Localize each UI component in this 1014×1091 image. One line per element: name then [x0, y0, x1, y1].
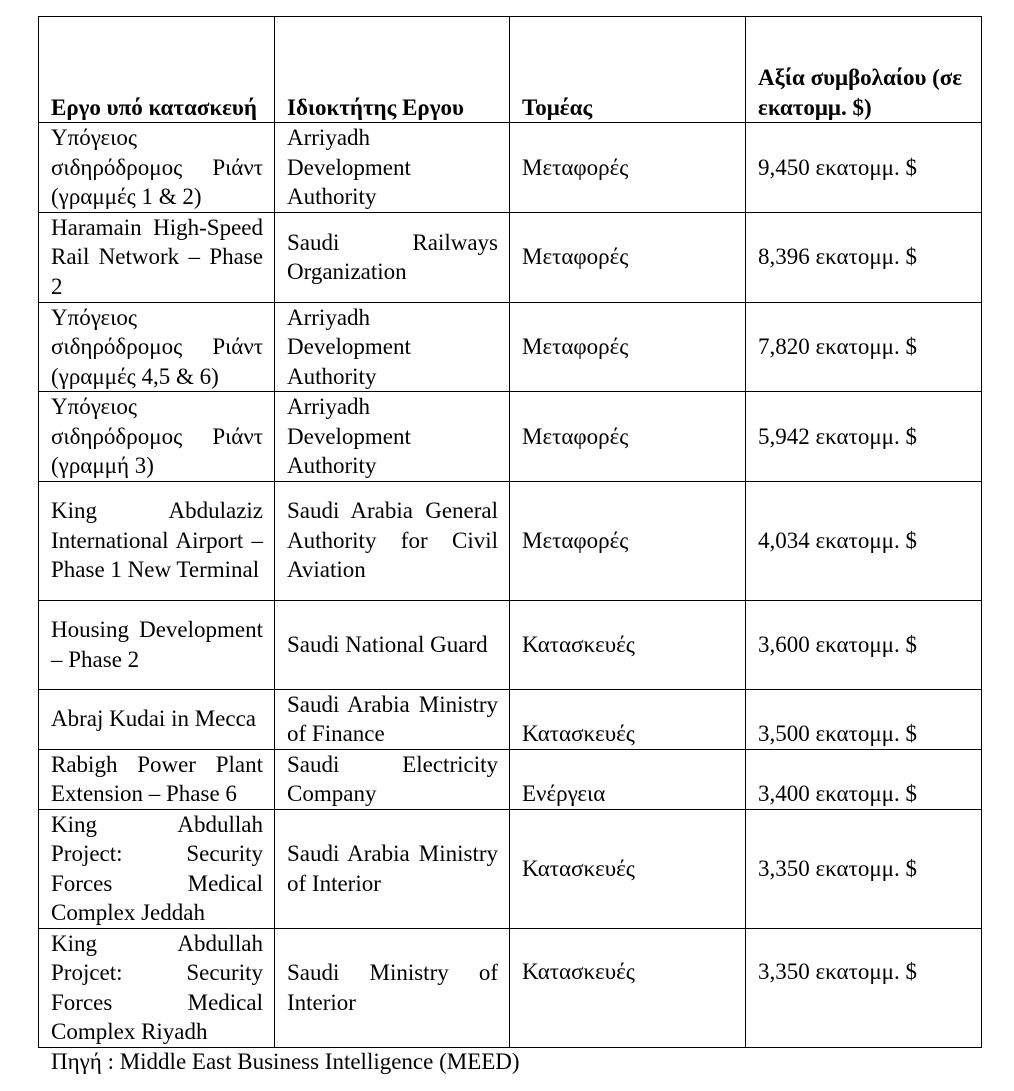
- header-owner: Ιδιοκτήτης Εργου: [275, 17, 510, 123]
- value-cell: 3,350 εκατομμ. $: [746, 809, 982, 928]
- value-cell: 7,820 εκατομμ. $: [746, 302, 982, 392]
- project-cell: Υπόγειος σιδηρόδρομος Ριάντ (γραμμές 1 & 2): [39, 123, 275, 213]
- sector-cell: Κατασκευές: [510, 928, 746, 1047]
- project-cell: Υπόγειος σιδηρόδρομος Ριάντ (γραμμή 3): [39, 392, 275, 482]
- value-cell: 4,034 εκατομμ. $: [746, 481, 982, 600]
- table-row: [39, 123, 982, 213]
- value-cell: 9,450 εκατομμ. $: [746, 123, 982, 213]
- project-cell: Rabigh Power Plant Extension – Phase 6: [39, 749, 275, 809]
- value-cell: 8,396 εκατομμ. $: [746, 212, 982, 302]
- table-row: [39, 689, 982, 749]
- table-row: [39, 302, 982, 392]
- table-row: [39, 749, 982, 809]
- owner-cell: Saudi Ministry of Interior: [275, 928, 510, 1047]
- owner-cell: Saudi National Guard: [275, 600, 510, 689]
- sector-cell: Ενέργεια: [510, 749, 746, 809]
- sector-cell: Κατασκευές: [510, 689, 746, 749]
- table-header-row: [39, 17, 982, 123]
- project-cell: King Abdullah Project: Security Forces Medical Complex Jeddah: [39, 809, 275, 928]
- sector-cell: Μεταφορές: [510, 302, 746, 392]
- table-row: [39, 600, 982, 689]
- source-note: Πηγή : Middle East Business Intelligence (MEED): [51, 1048, 520, 1074]
- project-cell: Abraj Kudai in Mecca: [39, 689, 275, 749]
- document-page: [38, 16, 982, 1075]
- project-cell: King Abdullah Projcet: Security Forces Medical Complex Riyadh: [39, 928, 275, 1047]
- table-row: [39, 481, 982, 600]
- project-cell: Haramain High-Speed Rail Network – Phase 2: [39, 212, 275, 302]
- value-cell: 3,350 εκατομμ. $: [746, 928, 982, 1047]
- sector-cell: Μεταφορές: [510, 392, 746, 482]
- projects-table: [38, 16, 982, 1048]
- sector-cell: Μεταφορές: [510, 123, 746, 213]
- project-cell: Housing Development – Phase 2: [39, 600, 275, 689]
- sector-cell: Μεταφορές: [510, 481, 746, 600]
- owner-cell: Saudi Arabia General Authority for Civil Aviation: [275, 481, 510, 600]
- value-cell: 3,400 εκατομμ. $: [746, 749, 982, 809]
- owner-cell: Arriyadh Development Authority: [275, 392, 510, 482]
- sector-cell: Κατασκευές: [510, 809, 746, 928]
- value-cell: 3,600 εκατομμ. $: [746, 600, 982, 689]
- project-cell: Υπόγειος σιδηρόδρομος Ριάντ (γραμμές 4,5 & 6): [39, 302, 275, 392]
- header-project: Εργο υπό κατασκευή: [39, 17, 275, 123]
- owner-cell: Saudi Arabia Ministry of Interior: [275, 809, 510, 928]
- table-row: [39, 809, 982, 928]
- value-cell: 3,500 εκατομμ. $: [746, 689, 982, 749]
- owner-cell: Arriyadh Development Authority: [275, 302, 510, 392]
- owner-cell: Saudi Electricity Company: [275, 749, 510, 809]
- value-cell: 5,942 εκατομμ. $: [746, 392, 982, 482]
- project-cell: King Abdulaziz International Airport – Phase 1 New Terminal: [39, 481, 275, 600]
- owner-cell: Saudi Railways Organization: [275, 212, 510, 302]
- table-row: [39, 928, 982, 1047]
- owner-cell: Arriyadh Development Authority: [275, 123, 510, 213]
- table-row: [39, 212, 982, 302]
- sector-cell: Μεταφορές: [510, 212, 746, 302]
- sector-cell: Κατασκευές: [510, 600, 746, 689]
- table-row: [39, 392, 982, 482]
- header-contract-value: Αξία συμβολαίου (σε εκατομμ. $): [746, 17, 982, 123]
- owner-cell: Saudi Arabia Ministry of Finance: [275, 689, 510, 749]
- header-sector: Τομέας: [510, 17, 746, 123]
